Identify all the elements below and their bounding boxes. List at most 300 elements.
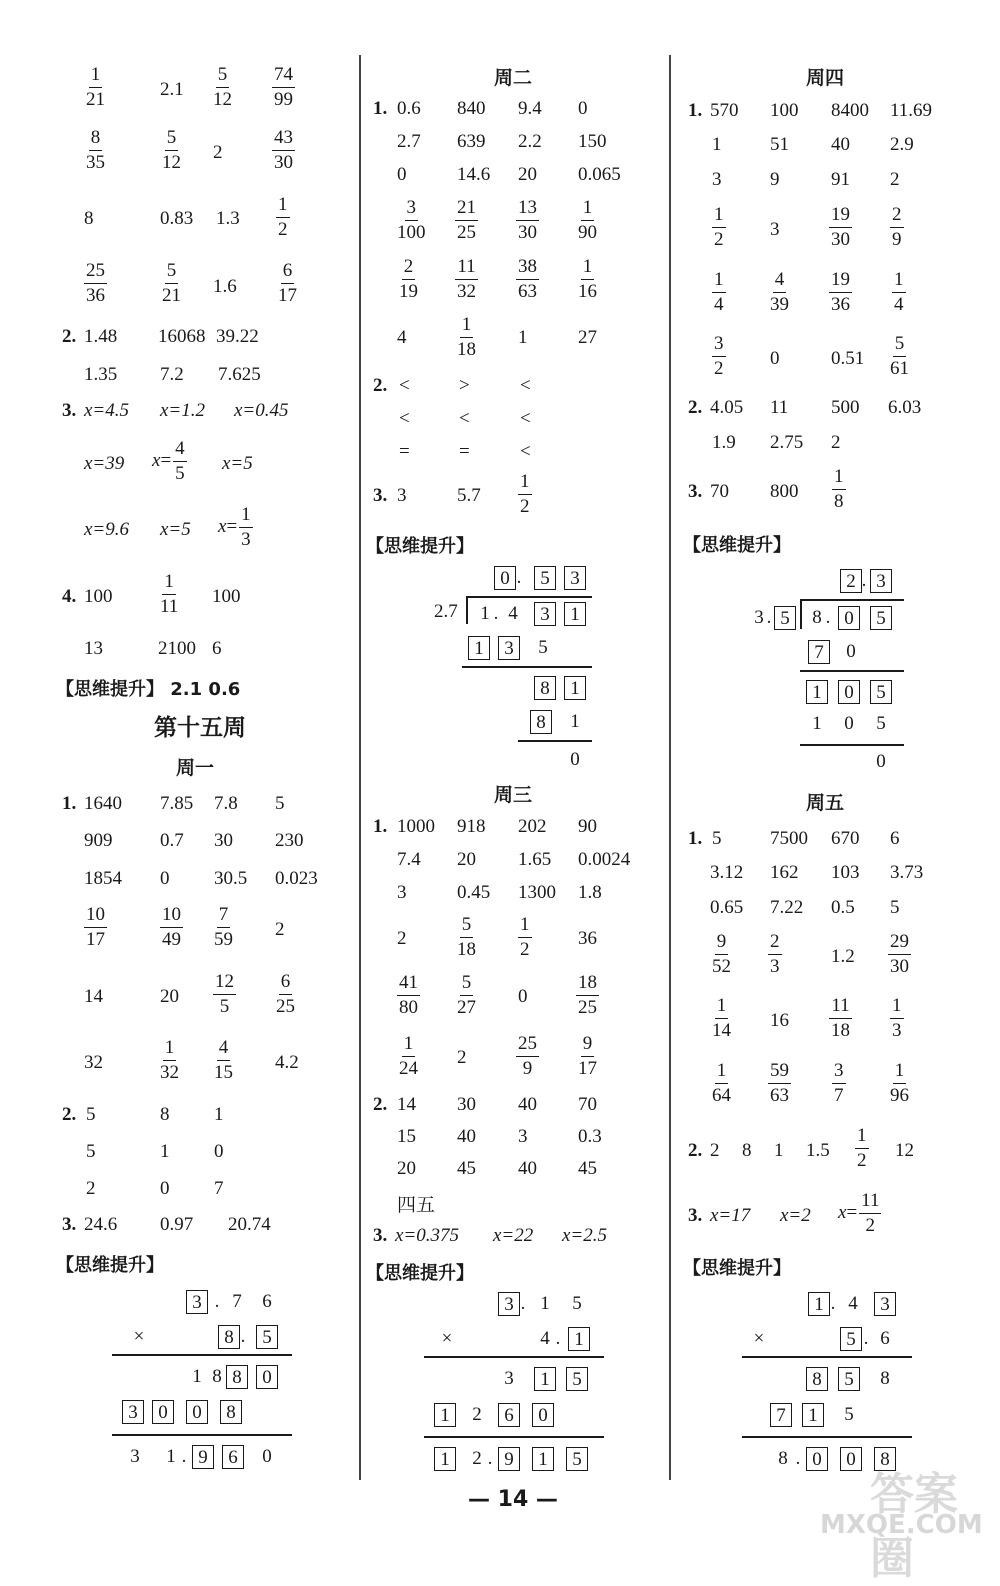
answer-value: 5 [86,1141,96,1162]
question-label: 3. [62,400,77,421]
answer-value: 30 [214,830,233,851]
answer-box: 2 [840,569,862,593]
answer-value: 12 [895,1140,914,1161]
answer-value: 7.8 [214,793,238,814]
digit: 5 [844,1404,854,1425]
day-header-wednesday: 周三 [494,784,533,806]
digit: 3 [504,1368,514,1389]
calc-line [424,1356,604,1358]
fraction: $\frac{1}{2}$ [520,471,530,517]
answer-box: 0 [838,680,860,704]
answer-value: 0.3 [578,1126,602,1147]
question-label: 2. [688,1140,703,1161]
answer-box: 0 [838,606,860,630]
answer-box: 5 [566,1447,588,1471]
multiply-sign: × [441,1328,453,1349]
answer-box: 3 [534,602,556,626]
page-number: — 14 — [468,1487,558,1512]
thinking-boost-label: 【思维提升】 [683,1258,791,1279]
fraction: $\frac{18}{25}$ [578,972,597,1018]
fraction: $\frac{1}{8}$ [834,466,844,512]
answer-value: 40 [457,1126,476,1147]
answer-value: 840 [457,98,486,119]
answer-value: 7.22 [770,897,804,918]
answer-value: 100 [770,100,799,121]
answer-value: 2.7 [397,131,421,152]
fraction: $\frac{3}{7}$ [834,1060,844,1106]
fraction: $\frac{59}{63}$ [770,1060,789,1106]
answer-value: 1 [160,1141,170,1162]
equation-answer: x = $\frac{11}{2}$ [838,1190,880,1236]
fraction: $\frac{1}{2}$ [520,914,530,960]
digit: . [830,1293,836,1314]
answer-value: 36 [578,928,597,949]
digit: 0 [876,751,886,772]
answer-box: 3 [564,566,586,590]
answer-box: 5 [838,1367,860,1391]
answer-box: 1 [434,1403,456,1427]
digit: 1 [166,1446,176,1467]
calc-line [742,1356,912,1358]
equation-answer: x=39 [84,453,125,474]
answer-value: 8 [742,1140,752,1161]
thinking-boost-label: 【思维提升】 [366,536,474,557]
multiply-sign: × [133,1326,145,1347]
answer-value: 3 [770,219,780,240]
day-header-thursday: 周四 [806,67,845,89]
fraction: $\frac{11}{18}$ [831,995,850,1041]
digit: 2 [472,1404,482,1425]
answer-box: 9 [192,1445,214,1469]
answer-value: 20 [457,849,476,870]
answer-value: 162 [770,862,799,883]
fraction: $\frac{4}{15}$ [214,1037,233,1083]
thinking-boost-answer: 【思维提升】 2.1 0.6 [56,679,241,700]
answer-value: 四五 [397,1194,436,1216]
answer-value: 1.8 [578,882,602,903]
answer-value: 150 [578,131,607,152]
answer-value: 7.4 [397,849,421,870]
answer-value: 0 [397,164,407,185]
question-label: 2. [688,397,703,418]
answer-value: 1.65 [518,849,552,870]
answer-value: 2100 [158,638,196,659]
day-header-monday: 周一 [176,757,215,779]
fraction: $\frac{1}{4}$ [894,269,904,315]
answer-value: 14 [84,986,103,1007]
digit: 0 [262,1446,272,1467]
fraction: $\frac{25}{9}$ [518,1033,537,1079]
answer-value: 0 [214,1141,224,1162]
question-label: 3. [688,1205,703,1226]
answer-value: 14.6 [457,164,491,185]
answer-value: 16068 [158,326,206,347]
answer-value: 2 [213,142,223,163]
comparison-sign: < [399,408,410,429]
day-header-tuesday: 周二 [494,67,533,89]
answer-box: 8 [226,1365,248,1389]
answer-value: 2 [397,928,407,949]
day-header-friday: 周五 [806,792,845,814]
answer-box: 8 [806,1367,828,1391]
answer-value: 0.6 [397,98,421,119]
answer-value: 24.6 [84,1214,118,1235]
answer-value: 100 [84,586,113,607]
digit: . [861,570,867,591]
answer-value: 45 [578,1158,597,1179]
answer-value: 7 [214,1178,224,1199]
answer-box: 3 [870,569,892,593]
question-label: 1. [688,828,703,849]
answer-box: 8 [220,1400,242,1424]
answer-box: 1 [806,680,828,704]
digit: 8 [812,607,822,628]
answer-value: 0 [160,1178,170,1199]
digit: . [795,1448,801,1469]
answer-value: 4.2 [275,1052,299,1073]
answer-box: 5 [534,566,556,590]
fraction: $\frac{1}{4}$ [714,269,724,315]
answer-value: 3 [397,882,407,903]
answer-box: 5 [566,1367,588,1391]
fraction: $\frac{4}{39}$ [770,269,789,315]
fraction: $\frac{1}{16}$ [578,256,597,302]
question-label: 4. [62,586,77,607]
fraction: $\frac{1}{18}$ [457,314,476,360]
answer-value: 909 [84,830,113,851]
fraction: $\frac{8}{35}$ [86,127,105,173]
digit: 8 [880,1368,890,1389]
digit: . [487,1448,493,1469]
answer-value: 500 [831,397,860,418]
multiply-sign: × [753,1328,765,1349]
answer-value: 1 [774,1140,784,1161]
question-label: 2. [62,326,77,347]
answer-box: 1 [532,1447,554,1471]
answer-value: 6.03 [888,397,922,418]
fraction: $\frac{1}{3}$ [892,995,902,1041]
fraction: $\frac{9}{17}$ [578,1033,597,1079]
comparison-sign: = [399,441,410,462]
answer-value: 6 [212,638,222,659]
answer-value: 0.65 [710,897,744,918]
answer-box: 6 [222,1445,244,1469]
fraction: $\frac{1}{32}$ [160,1037,179,1083]
answer-value: 1854 [84,868,122,889]
answer-box: 0 [494,566,516,590]
answer-value: 1.9 [712,432,736,453]
question-label: 3. [373,1225,388,1246]
answer-value: 103 [831,862,860,883]
digit: . [766,607,772,628]
answer-value: 20 [397,1158,416,1179]
digit: 4 [848,1293,858,1314]
equation-answer: x=4.5 [84,400,130,421]
answer-value: 11.69 [890,100,933,121]
fraction: $\frac{2}{19}$ [399,256,418,302]
answer-value: 6 [890,828,900,849]
answer-value: 5 [86,1104,96,1125]
answer-value: 0.5 [831,897,855,918]
question-label: 1. [373,98,388,119]
digit: . [181,1446,187,1467]
answer-value: 2 [275,919,285,940]
answer-value: 800 [770,481,799,502]
digit: . [493,603,499,624]
fraction: $\frac{21}{25}$ [457,197,476,243]
answer-value: 1300 [518,882,556,903]
comparison-sign: < [399,375,410,396]
answer-value: 70 [710,481,729,502]
comparison-sign: < [520,441,531,462]
answer-value: 0.0024 [578,849,631,870]
fraction: $\frac{1}{21}$ [86,64,105,110]
watermark-url: MXQE.COM [820,1510,983,1540]
comparison-sign: < [520,375,531,396]
fraction: $\frac{13}{30}$ [518,197,537,243]
answer-value: 30.5 [214,868,248,889]
answer-box: 5 [840,1327,862,1351]
answer-value: 3 [518,1126,528,1147]
digit: 0 [844,713,854,734]
digit: 6 [262,1291,272,1312]
answer-value: 51 [770,134,789,155]
answer-value: 32 [84,1052,103,1073]
fraction: $\frac{74}{99}$ [274,64,293,110]
answer-value: 2.75 [770,432,804,453]
answer-box: 1 [564,676,586,700]
answer-value: 1.5 [806,1140,830,1161]
fraction: $\frac{10}{49}$ [162,904,181,950]
answer-box: 1 [568,1327,590,1351]
comparison-sign: > [459,375,470,396]
fraction: $\frac{10}{17}$ [86,904,105,950]
digit: 8 [778,1448,788,1469]
answer-value: 5 [712,828,722,849]
digit: . [214,1291,220,1312]
answer-value: 7.625 [218,364,261,385]
answer-value: 0.51 [831,348,865,369]
digit: . [555,1328,561,1349]
calc-line [800,744,904,746]
answer-value: 0.023 [275,868,318,889]
answer-box: 5 [774,606,796,630]
comparison-sign: = [459,441,470,462]
fraction: $\frac{3}{100}$ [397,197,426,243]
fraction: $\frac{6}{25}$ [276,971,295,1017]
answer-value: 15 [397,1126,416,1147]
digit: . [863,1328,869,1349]
digit: 1 [540,1293,550,1314]
watermark-logo: 答案圈 [870,1469,958,1584]
answer-value: 7.85 [160,793,194,814]
answer-value: 3.73 [890,862,924,883]
answer-value: 639 [457,131,486,152]
answer-value: 90 [578,816,597,837]
answer-box: 9 [498,1447,520,1471]
answer-box: 0 [256,1365,278,1389]
equation-answer: x=17 [710,1205,751,1226]
answer-box: 3 [874,1292,896,1316]
answer-value: 91 [831,169,850,190]
answer-value: 2 [831,432,841,453]
answer-value: 0.83 [160,208,194,229]
answer-value: 0.7 [160,830,184,851]
answer-box: 3 [498,1292,520,1316]
answer-value: 202 [518,816,547,837]
equation-answer: x=5 [160,519,191,540]
thinking-boost-label: 【思维提升】 [56,1255,164,1276]
answer-value: 27 [578,327,597,348]
calc-line [424,1436,604,1438]
equation-answer: x=5 [222,453,253,474]
fraction: $\frac{29}{30}$ [890,931,909,977]
answer-value: 1.35 [84,364,118,385]
answer-box: 0 [806,1447,828,1471]
equation-answer: x=22 [493,1225,534,1246]
answer-value: 918 [457,816,486,837]
digit: 0 [846,641,856,662]
answer-value: 7500 [770,828,808,849]
answer-value: 1640 [84,793,122,814]
fraction: $\frac{19}{30}$ [831,204,850,250]
digit: 5 [538,637,548,658]
digit: 6 [880,1328,890,1349]
answer-value: 100 [212,586,241,607]
answer-value: 5 [275,793,285,814]
digit: 5 [572,1293,582,1314]
fraction: $\frac{41}{80}$ [399,972,418,1018]
calc-line [112,1434,292,1436]
answer-box: 5 [256,1325,278,1349]
fraction: $\frac{1}{2}$ [278,194,288,240]
digit: 1 [192,1366,202,1387]
equation-answer: x = $\frac{1}{3}$ [218,504,251,550]
digit: 5 [876,713,886,734]
answer-value: 1.2 [831,946,855,967]
calc-line [518,740,592,742]
fraction: $\frac{1}{11}$ [160,571,179,617]
answer-value: 3 [712,169,722,190]
digit: 1 [480,603,490,624]
question-label: 2. [62,1104,77,1125]
digit: 3 [754,607,764,628]
fraction: $\frac{2}{3}$ [770,931,780,977]
answer-value: 1000 [397,816,435,837]
answer-box: 0 [532,1403,554,1427]
division-bracket [800,599,904,601]
answer-value: 4.05 [710,397,744,418]
divisor: 2.7 [434,601,458,622]
digit: 2 [472,1448,482,1469]
answer-value: 9.4 [518,98,542,119]
answer-value: 2 [710,1140,720,1161]
answer-box: 8 [530,710,552,734]
digit: 8 [212,1366,222,1387]
thinking-boost-label: 【思维提升】 [366,1263,474,1284]
fraction: $\frac{1}{2}$ [857,1125,867,1171]
question-label: 2. [373,1094,388,1115]
answer-value: 1.3 [216,208,240,229]
answer-value: 5 [890,897,900,918]
answer-box: 7 [808,640,830,664]
answer-value: 2.9 [890,134,914,155]
fraction: $\frac{9}{52}$ [712,931,731,977]
answer-value: 3 [397,485,407,506]
answer-value: 0.97 [160,1214,194,1235]
fraction: $\frac{5}{61}$ [890,333,909,379]
fraction: $\frac{1}{2}$ [714,204,724,250]
digit: . [520,1293,526,1314]
fraction: $\frac{1}{96}$ [890,1060,909,1106]
answer-box: 5 [870,680,892,704]
equation-answer: x=2 [780,1205,811,1226]
equation-answer: x=0.45 [234,400,289,421]
fraction: $\frac{5}{18}$ [457,914,476,960]
answer-value: 2 [86,1178,96,1199]
answer-value: 40 [831,134,850,155]
answer-value: 11 [770,397,789,418]
answer-box: 1 [808,1292,830,1316]
answer-value: 0 [518,986,528,1007]
fraction: $\frac{1}{24}$ [399,1033,418,1079]
question-label: 1. [62,793,77,814]
digit: 4 [508,603,518,624]
answer-value: 0 [770,348,780,369]
answer-box: 5 [870,606,892,630]
answer-value: 1 [518,327,528,348]
digit: . [240,1326,246,1347]
fraction: $\frac{1}{14}$ [712,995,731,1041]
answer-value: 0 [578,98,588,119]
fraction: $\frac{5}{21}$ [162,260,181,306]
answer-box: 7 [770,1403,792,1427]
answer-value: 8 [160,1104,170,1125]
answer-value: 230 [275,830,304,851]
answer-value: 45 [457,1158,476,1179]
answer-box: 6 [498,1403,520,1427]
answer-value: 9 [770,169,780,190]
fraction: $\frac{3}{2}$ [714,333,724,379]
answer-value: 2 [457,1047,467,1068]
calc-line [112,1354,292,1356]
column-separator-left [359,55,361,1480]
digit: . [516,567,522,588]
thinking-boost-label: 【思维提升】 [683,535,791,556]
fraction: $\frac{7}{59}$ [214,904,233,950]
answer-value: 4 [397,327,407,348]
answer-value: 3.12 [710,862,744,883]
answer-box: 3 [122,1400,144,1424]
answer-value: 0.45 [457,882,491,903]
answer-value: 1 [712,134,722,155]
answer-value: 2.1 [160,79,184,100]
answer-value: 8 [84,208,94,229]
digit: 7 [232,1291,242,1312]
question-label: 3. [373,485,388,506]
answer-value: 16 [770,1010,789,1031]
comparison-sign: < [520,408,531,429]
question-label: 2. [373,375,388,396]
digit: 1 [570,711,580,732]
answer-value: 13 [84,638,103,659]
answer-box: 8 [874,1447,896,1471]
answer-box: 8 [534,676,556,700]
answer-box: 0 [152,1400,174,1424]
question-label: 1. [373,816,388,837]
digit: 3 [130,1446,140,1467]
calc-line [462,666,592,668]
